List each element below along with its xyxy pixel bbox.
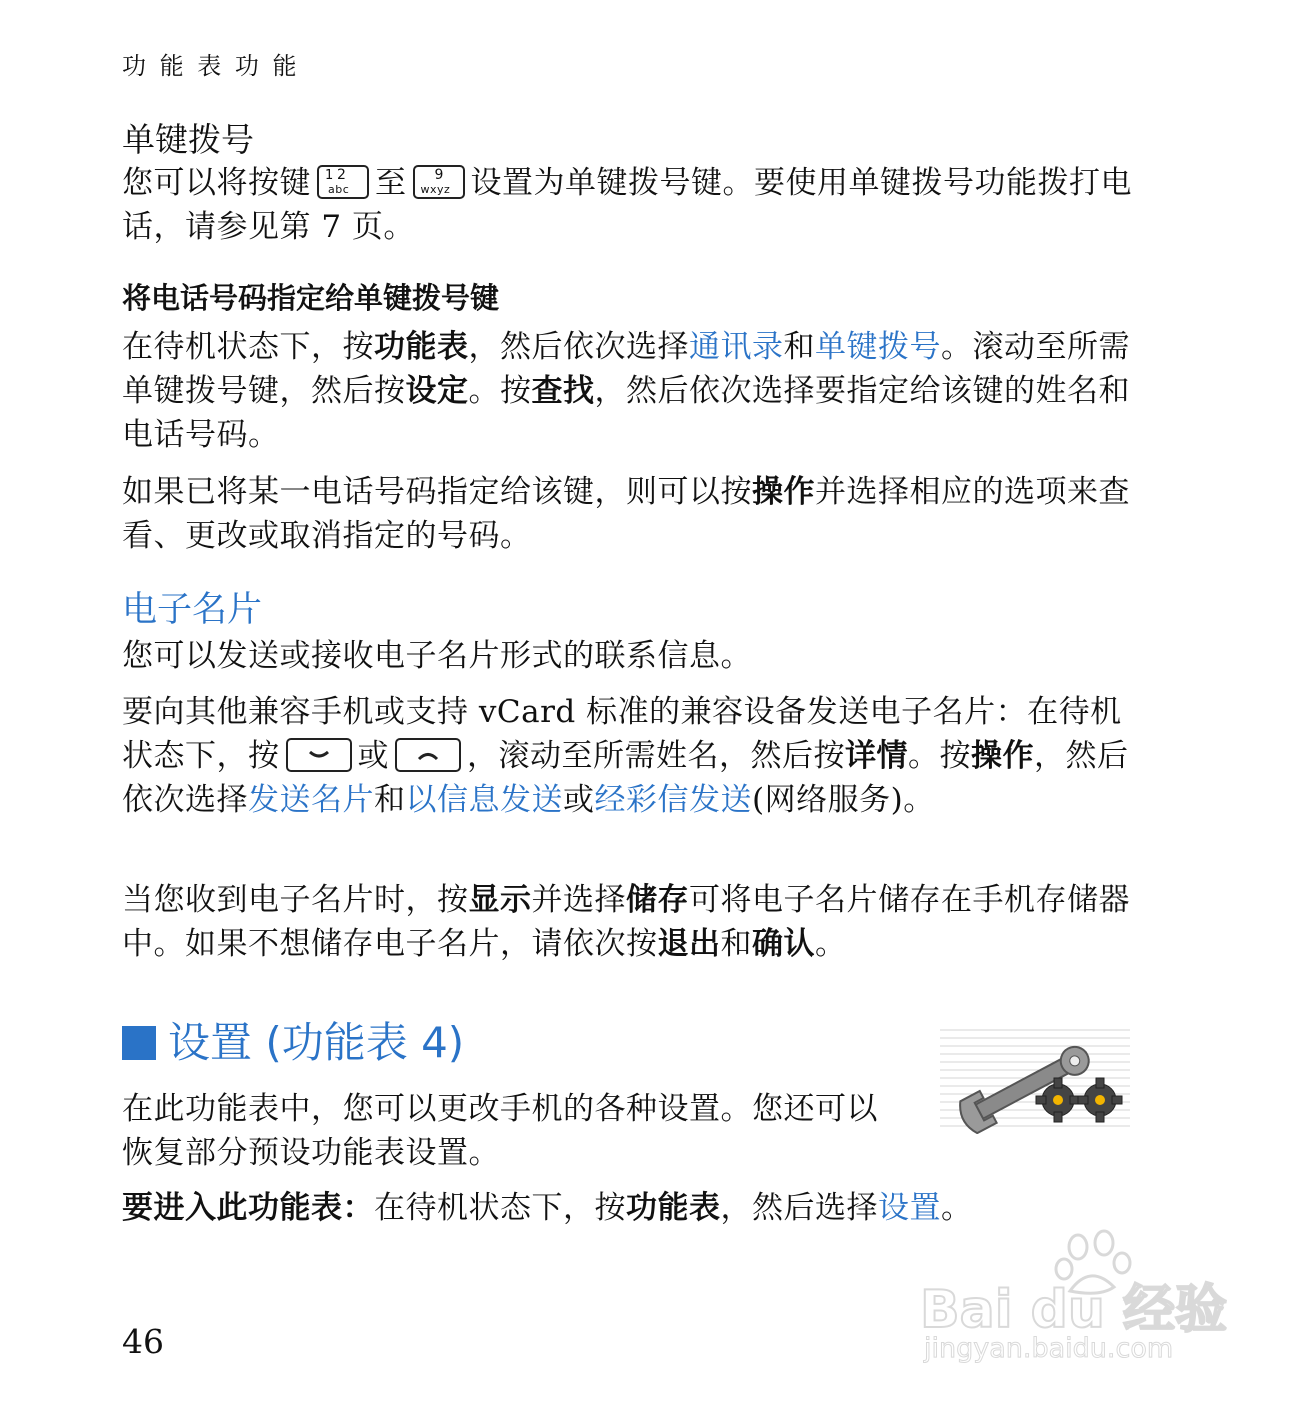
link-settings[interactable]: 设置 xyxy=(878,1190,941,1226)
options-key-label: 操作 xyxy=(971,738,1034,774)
page-number: 46 xyxy=(122,1322,164,1361)
scroll-down-key-icon xyxy=(286,738,352,772)
link-contacts[interactable]: 通讯录 xyxy=(689,329,784,365)
show-key-label: 显示 xyxy=(468,882,532,918)
speed-dial-intro xyxy=(122,161,1132,249)
section-square-icon xyxy=(122,1026,156,1060)
save-key-label: 储存 xyxy=(626,882,689,918)
intro-text-b: 至 xyxy=(375,165,407,201)
key-2-icon: 1 2 abc xyxy=(317,165,369,199)
menu-key-label: 功能表 xyxy=(626,1190,721,1226)
settings-intro: 在此功能表中，您可以更改手机的各种设置。您还可以恢复部分预设功能表设置。 xyxy=(122,1091,878,1171)
link-via-text[interactable]: 以信息发送 xyxy=(405,782,563,818)
intro-text-c: 设置为单键拨号键。要使用单键拨号功能拨打电话，请参见第 7 页。 xyxy=(122,165,1132,245)
confirm-key-label: 确认 xyxy=(752,926,815,962)
speed-dial-heading: 单键拨号 xyxy=(122,120,254,159)
assign-subheading: 将电话号码指定给单键拨号键 xyxy=(122,281,500,315)
details-key-label: 详情 xyxy=(845,738,908,774)
receive-card-paragraph: 当您收到电子名片时，按显示并选择储存可将电子名片储存在手机存储器中。如果不想储存电子名片，请依次按退出和确认。 xyxy=(122,882,1130,962)
watermark-url: jingyan.baidu.com xyxy=(924,1333,1174,1364)
settings-heading-text: 设置 (功能表 4) xyxy=(168,1018,465,1067)
find-key-label: 查找 xyxy=(531,373,595,409)
link-via-multimedia[interactable]: 经彩信发送 xyxy=(594,782,752,818)
assign-key-label: 设定 xyxy=(405,373,469,409)
send-card-paragraph: 要向其他兼容手机或支持 vCard 标准的兼容设备发送电子名片：在待机状态下，按 或 ，滚动至所需姓名，然后按详情。按操作，然后依次选择发送名片和以信息发送或经彩信发送(网络服务)。 xyxy=(122,694,1129,818)
key-9-icon: 9 wxyz xyxy=(413,165,465,199)
baidu-watermark xyxy=(920,1225,1230,1375)
business-card-heading: 电子名片 xyxy=(122,590,263,630)
link-send-card[interactable]: 发送名片 xyxy=(248,782,374,818)
link-speed-dial[interactable]: 单键拨号 xyxy=(815,329,941,365)
intro-text-a: 您可以将按键 xyxy=(122,165,311,201)
options-paragraph: 如果已将某一电话号码指定给该键，则可以按操作并选择相应的选项来查看、更改或取消指定的号码。 xyxy=(122,474,1130,554)
assign-paragraph: 在待机状态下，按功能表，然后依次选择通讯录和单键拨号。滚动至所需单键拨号键，然后按设定。按查找，然后依次选择要指定给该键的姓名和电话号码。 xyxy=(122,329,1130,453)
settings-access-paragraph: 要进入此功能表：在待机状态下，按功能表，然后选择设置。 xyxy=(122,1190,973,1226)
wrench-gears-icon xyxy=(940,1022,1130,1134)
exit-key-label: 退出 xyxy=(657,926,721,962)
chapter-header: 功 能 表 功 能 xyxy=(122,52,300,80)
options-key-label: 操作 xyxy=(752,474,815,510)
business-card-intro: 您可以发送或接收电子名片形式的联系信息。 xyxy=(122,638,752,674)
menu-key-label: 功能表 xyxy=(374,329,469,365)
scroll-up-key-icon xyxy=(395,738,461,772)
watermark-brand: Bai du 经验 xyxy=(920,1280,1227,1340)
access-label: 要进入此功能表： xyxy=(122,1190,374,1226)
